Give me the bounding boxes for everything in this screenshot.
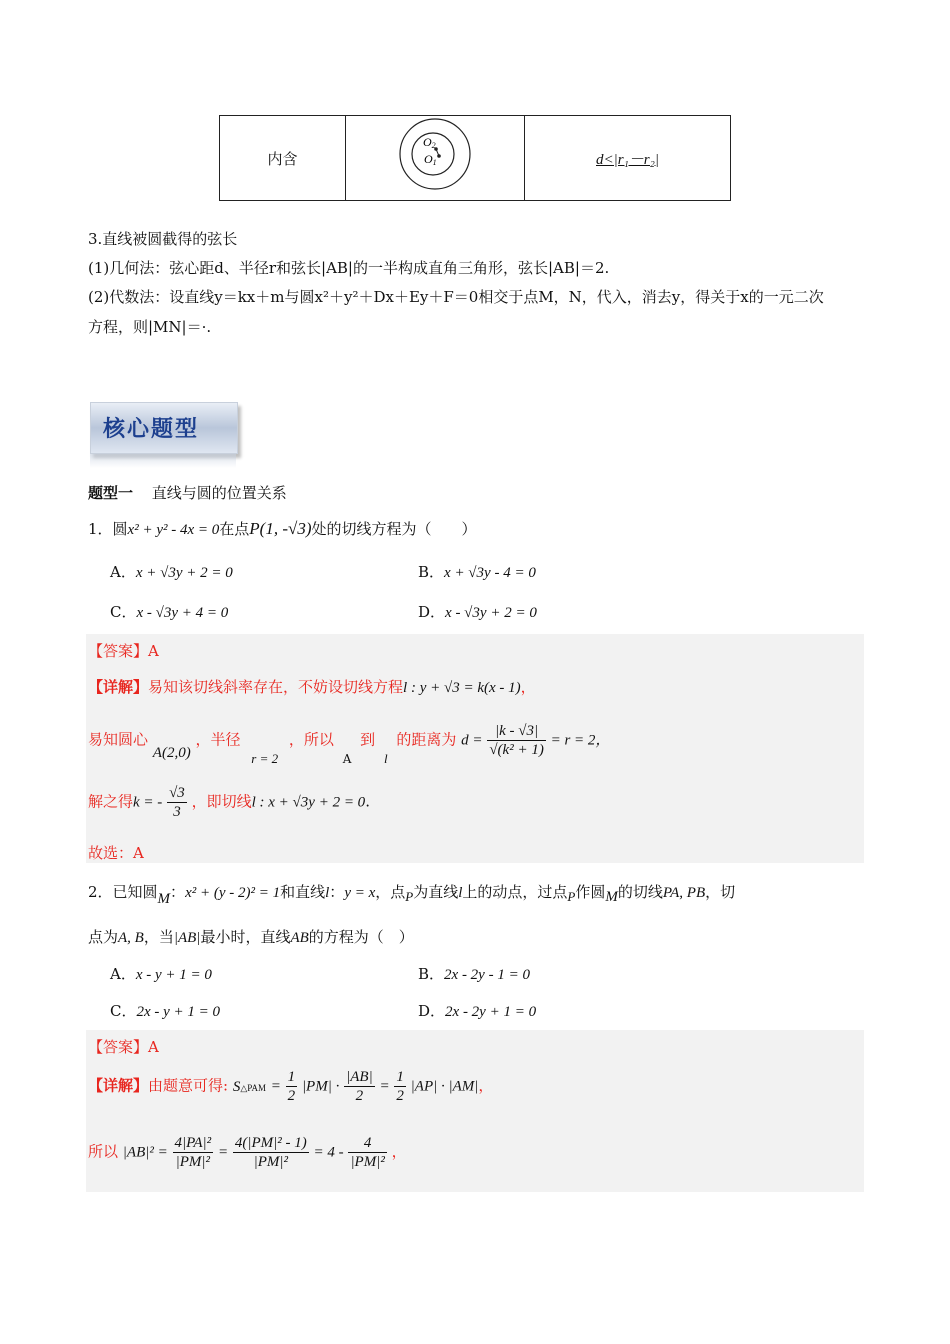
a2-comma: ， (478, 1076, 494, 1095)
a1-line3-b: ，即切线 (191, 792, 252, 811)
q2-option-c-label: C． (110, 1002, 137, 1020)
core-question-types-banner (90, 402, 238, 454)
a2-half2-den: 2 (396, 1088, 404, 1104)
question-1-stem (88, 518, 477, 539)
section3-geometric-method: (1)几何法：弦心距d、半径r和弦长|AB|的一半构成直角三角形，弦长|AB|＝2. (88, 259, 610, 277)
q2-option-d-label: D． (418, 1002, 446, 1020)
a1-answer-tag: 【答案】A (88, 642, 159, 660)
a2-half2-num: 1 (396, 1069, 404, 1085)
a2-answer-tag: 【答案】A (88, 1038, 159, 1056)
q2-point-p: P (405, 889, 414, 904)
relation-diagram-cell (346, 116, 525, 201)
section3-title: 3.直线被圆截得的弦长 (88, 230, 238, 248)
type1-title: 直线与圆的位置关系 (151, 484, 287, 502)
question-2-line2 (88, 926, 414, 947)
a1-final: 故选：A (88, 844, 144, 862)
a2-ab-num: |AB| (346, 1069, 373, 1085)
a2-half-num: 1 (287, 1069, 296, 1085)
a2-s-sub: △PAM (240, 1082, 266, 1093)
banner-text: 核心题型 (103, 417, 200, 442)
q1-option-a-label: A． (110, 563, 136, 581)
answer-1-box (86, 634, 864, 863)
a2-ab-squared: |AB|² = (122, 1144, 168, 1161)
a1-frac-den: √(k² + 1) (489, 742, 544, 758)
a2-frac1-num: 4|PA|² (174, 1135, 212, 1151)
a2-ab-over-2 (344, 1068, 375, 1105)
q2-option-c-eq: 2x - y + 1 = 0 (136, 1004, 221, 1020)
a1-line2-e: 的距离为 (396, 730, 457, 749)
a2-detail1-text: 由题意可得: (148, 1076, 229, 1095)
q2-line-equation: y = x (344, 885, 376, 901)
q2-line1-g: 的切线 (617, 883, 663, 901)
type1-label: 题型一 (88, 484, 134, 502)
a2-pm: |PM| · (301, 1078, 340, 1095)
relation-label-text: 内含 (267, 149, 298, 168)
a2-frac-3 (348, 1134, 386, 1171)
a2-detail-line1 (88, 1068, 493, 1105)
type1-heading (88, 482, 287, 503)
q1-option-c-eq: x - √3y + 4 = 0 (136, 605, 229, 621)
a1-line2-d: 到 (360, 730, 376, 749)
q1-option-d-label: D． (418, 603, 446, 621)
a2-frac2-den: |PM|² (253, 1154, 288, 1170)
condition-text: d<|r₁－r₂| (596, 151, 659, 168)
q2-line1-h: ，切 (705, 883, 736, 901)
a1-k-fraction (167, 784, 187, 821)
q2-line1-e: 上的动点，过点 (462, 883, 568, 901)
a1-detail-line2 (88, 722, 611, 766)
section3-algebraic-method-line1: (2)代数法：设直线y＝kx＋m与圆x²＋y²＋Dx＋Ey＋F＝0相交于点M，N，代入，消去y，得关于x的一元二次 (88, 288, 824, 306)
q1-stem-c: 处的切线方程为（ ） (311, 520, 477, 538)
a1-line2-end: = r = 2， (550, 732, 611, 749)
a2-eq3: = 4 - (313, 1144, 344, 1161)
a2-frac2-num: 4(|PM|² - 1) (234, 1135, 307, 1151)
a2-frac3-num: 4 (348, 1134, 386, 1153)
a2-half-den: 2 (287, 1088, 296, 1104)
q2-option-a-eq: x - y + 1 = 0 (135, 967, 212, 983)
a1-detail1-text: 易知该切线斜率存在，不妨设切线方程 (148, 678, 404, 696)
a1-line2-b: ，半径 (195, 730, 241, 749)
a2-frac1-den: |PM|² (175, 1154, 211, 1170)
q2-line1-f: 作圆 (575, 883, 606, 901)
q2-line2-d: 的方程为（ ） (308, 928, 414, 946)
q1-option-c-label: C． (110, 603, 137, 621)
a2-line2-a: 所以 (88, 1142, 119, 1161)
q2-line-l2: l (458, 885, 463, 901)
a1-k: k = - (133, 794, 163, 811)
a2-half-1 (286, 1068, 298, 1105)
outer-circle (400, 119, 470, 189)
q2-option-b[interactable] (418, 963, 530, 984)
a2-frac-1 (173, 1134, 214, 1171)
a1-line2-a: 易知圆心 (88, 730, 149, 749)
a1-k-den: 3 (173, 804, 181, 820)
a1-line-l: l (383, 750, 388, 766)
q2-line1-a: 2．已知圆 (88, 883, 158, 901)
a1-line2-c: ，所以 (288, 730, 334, 749)
q2-line1-b: 和直线 (280, 883, 326, 901)
center-distance-line (436, 149, 439, 156)
q2-line1-d: 为直线 (413, 883, 459, 901)
a1-center: A(2,0) (152, 744, 191, 761)
q2-line2-a: 点为 (88, 928, 119, 946)
a1-frac-num: |k - √3| (487, 722, 546, 741)
question-2-line1 (88, 881, 736, 907)
a1-detail-tag: 【详解】 (88, 678, 149, 696)
a1-tangent-result: l : x + √3y + 2 = 0 (251, 794, 366, 811)
q2-option-b-eq: 2x - 2y - 1 = 0 (444, 967, 530, 983)
a2-eq2: = (379, 1078, 390, 1095)
q2-option-d-eq: 2x - 2y + 1 = 0 (445, 1004, 537, 1020)
banner-reflection (90, 454, 236, 468)
q1-option-b-label: B． (418, 563, 445, 581)
q2-option-a-label: A． (110, 965, 136, 983)
q1-stem-b: 在点 (219, 520, 250, 538)
q2-tangents: PA, PB (662, 885, 706, 901)
q2-option-b-label: B． (418, 965, 445, 983)
position-relation-table (219, 115, 731, 201)
a2-eq1: = (270, 1078, 281, 1095)
q2-circle-equation: x² + (y - 2)² = 1 (185, 885, 281, 901)
a1-line3-a: 解之得 (88, 792, 134, 811)
a1-comma: ， (520, 678, 536, 696)
a2-frac-2 (233, 1134, 309, 1171)
label-o1: O1 (424, 152, 437, 167)
a1-distance-d: d = (461, 732, 483, 749)
q1-circle-equation: x² + y² - 4x = 0 (127, 522, 220, 538)
q2-abs-ab: |AB| (173, 930, 201, 946)
q2-circle-m2: M (605, 889, 618, 905)
q2-point-p2: P (567, 889, 576, 904)
a1-point-a: A (342, 751, 352, 766)
a2-area-symbol (233, 1079, 266, 1095)
q1-option-d-eq: x - √3y + 2 = 0 (445, 605, 537, 621)
a2-ap-am: |AP| · |AM| (410, 1078, 479, 1095)
a1-detail-line3 (88, 784, 370, 821)
a2-frac3-den: |PM|² (350, 1154, 385, 1170)
relation-label (220, 116, 346, 201)
q1-option-a[interactable] (110, 561, 233, 582)
a1-radius: r = 2 (251, 750, 279, 766)
q2-colon2: ： (329, 883, 345, 901)
q2-line-l: l (325, 885, 330, 901)
a2-detail-line2: 所以 |AB|² = $\frac{\text{4|PA|²}}{\text{|PM|²}}$ = $\frac{\text{4(|PM|² - 1)}}{\text{|PM|²}}$ = 4 - $\frac{4}{\text{|PM|²}}$ ， (88, 1135, 407, 1170)
q2-option-d[interactable] (418, 1000, 536, 1021)
a1-distance-fraction (487, 722, 546, 759)
a2-detail-tag: 【详解】 (88, 1076, 149, 1095)
q2-line2-b: ，当 (143, 928, 174, 946)
a2-ab-den: 2 (355, 1088, 364, 1104)
concentric-circles-diagram (385, 116, 485, 196)
inner-circle (412, 133, 454, 175)
q2-line2-c: 最小时，直线 (200, 928, 291, 946)
a1-detail-line1 (88, 676, 536, 697)
q2-option-c[interactable] (110, 1000, 220, 1021)
table-row (220, 116, 731, 201)
a2-half-2 (394, 1068, 406, 1105)
a1-k-num: √3 (169, 785, 185, 801)
section3-algebraic-method-line2: 方程，则|MN|＝·. (88, 318, 212, 336)
relation-condition (525, 116, 731, 201)
q1-point: P(1, -√3) (249, 519, 312, 538)
q1-option-d[interactable] (418, 601, 537, 622)
q2-colon: ： (170, 883, 186, 901)
a1-tangent-equation: l : y + √3 = k(x - 1) (403, 680, 521, 696)
answer-2-box (86, 1030, 864, 1192)
q2-points-ab: A, B (118, 930, 144, 946)
q1-option-b[interactable] (418, 561, 536, 582)
q1-option-c[interactable] (110, 601, 228, 622)
q1-option-b-eq: x + √3y - 4 = 0 (444, 565, 536, 581)
a1-line3-end: . (365, 792, 370, 811)
a2-end: ， (391, 1142, 407, 1161)
q2-circle-m: M (157, 891, 171, 907)
q2-line1-c: ，点 (375, 883, 406, 901)
q1-stem-a: 1．圆 (88, 520, 128, 538)
q1-option-a-eq: x + √3y + 2 = 0 (135, 565, 233, 581)
label-o2: O2 (423, 135, 436, 150)
a2-s: S (232, 1078, 241, 1095)
q2-option-a[interactable] (110, 963, 212, 984)
q2-line-ab: AB (290, 930, 309, 946)
